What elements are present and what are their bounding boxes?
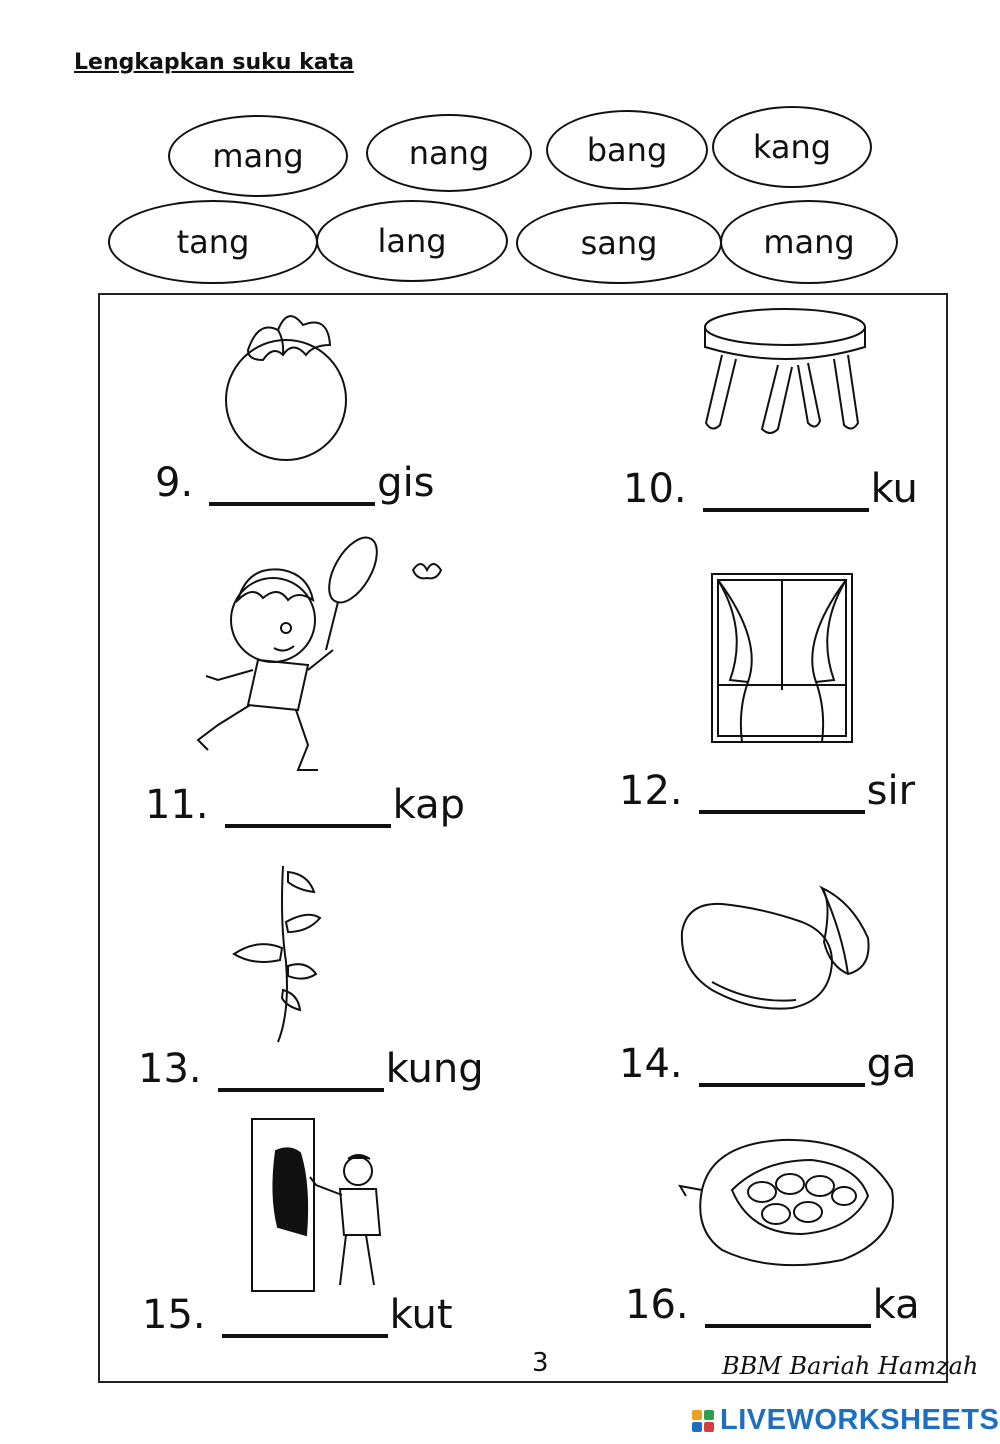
syllable-suffix: kut [389, 1292, 453, 1338]
question-number: 12. [619, 768, 683, 814]
question-13 [138, 1046, 484, 1092]
syllable-option[interactable] [712, 106, 872, 188]
syllable-suffix: kap [392, 782, 465, 828]
syllable-label: mang [212, 137, 304, 175]
answer-blank[interactable] [218, 1060, 384, 1092]
syllable-suffix: ga [866, 1041, 917, 1087]
man-hanging-clothes-icon [248, 1115, 388, 1295]
answer-blank[interactable] [225, 796, 391, 828]
question-12 [619, 768, 915, 814]
jackfruit-icon [672, 1130, 906, 1274]
syllable-suffix: sir [866, 768, 916, 814]
syllable-label: mang [763, 223, 855, 261]
question-number: 16. [625, 1282, 689, 1328]
curtain-window-icon [708, 570, 856, 746]
liveworksheets-logo[interactable] [692, 1404, 999, 1437]
syllable-option[interactable] [720, 200, 898, 284]
syllable-label: kang [752, 128, 832, 166]
question-number: 10. [623, 466, 687, 512]
syllable-label: nang [408, 134, 490, 172]
question-number: 9. [155, 460, 194, 506]
question-number: 15. [142, 1292, 206, 1338]
syllable-option[interactable] [546, 110, 708, 190]
question-9 [155, 460, 435, 506]
plant-stem-icon [228, 862, 324, 1046]
mango-icon [672, 882, 884, 1018]
question-15 [142, 1292, 453, 1338]
question-number: 11. [145, 782, 209, 828]
syllable-option[interactable] [516, 202, 722, 284]
question-number: 14. [619, 1041, 683, 1087]
syllable-label: lang [377, 222, 447, 260]
brand-name: LIVEWORKSHEETS [720, 1404, 1000, 1436]
worksheet-title: Lengkapkan suku kata [74, 50, 354, 75]
answer-blank[interactable] [703, 480, 869, 512]
syllable-label: tang [176, 223, 250, 261]
syllable-label: bang [586, 131, 668, 169]
syllable-suffix: gis [377, 460, 435, 506]
answer-blank[interactable] [209, 474, 375, 506]
question-11 [145, 782, 465, 828]
answer-blank[interactable] [222, 1306, 388, 1338]
question-14 [619, 1041, 917, 1087]
question-16 [625, 1282, 920, 1328]
liveworksheets-icon [692, 1410, 714, 1432]
boy-with-net-icon [188, 530, 456, 778]
mangosteen-icon [218, 300, 358, 462]
syllable-option[interactable] [316, 200, 508, 282]
stool-icon [700, 305, 870, 437]
syllable-suffix: ka [872, 1282, 920, 1328]
answer-blank[interactable] [699, 1055, 865, 1087]
author-signature: BBM Bariah Hamzah [722, 1352, 979, 1380]
question-number: 13. [138, 1046, 202, 1092]
syllable-suffix: ku [870, 466, 918, 512]
syllable-option[interactable] [168, 115, 348, 197]
syllable-option[interactable] [108, 200, 318, 284]
page-number: 3 [532, 1348, 549, 1378]
answer-blank[interactable] [699, 782, 865, 814]
answer-blank[interactable] [705, 1296, 871, 1328]
syllable-suffix: kung [385, 1046, 484, 1092]
syllable-option[interactable] [366, 114, 532, 192]
syllable-label: sang [580, 224, 658, 262]
question-10 [623, 466, 918, 512]
